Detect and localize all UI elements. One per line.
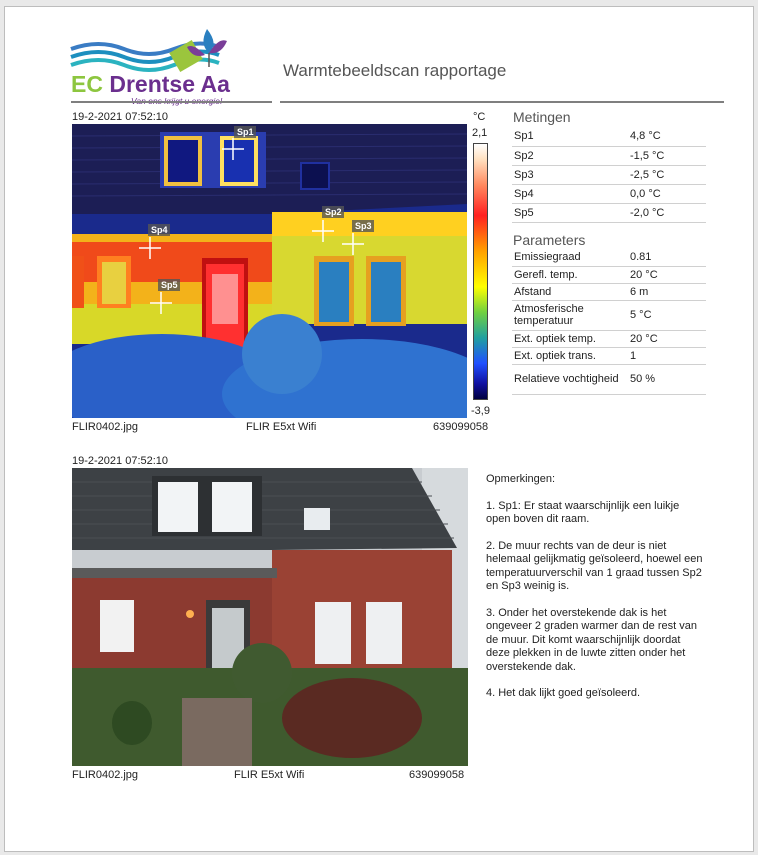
parameter-label: Emissiegraad bbox=[512, 249, 628, 266]
metingen-table bbox=[512, 127, 706, 223]
table-row bbox=[512, 127, 706, 146]
metingen-label: Sp2 bbox=[512, 146, 628, 165]
remarks-title: Opmerkingen: bbox=[486, 473, 556, 485]
photo-timestamp: 19-2-2021 07:52:10 bbox=[72, 455, 169, 467]
spot-label-sp3: Sp3 bbox=[355, 221, 372, 231]
logo-underline bbox=[71, 101, 272, 103]
remark-item: 3. Onder het overstekende dak is het ongeveer 2 graden warmer dan de rest van de muur. Dit komt waarschijnlijk doordat deze plekken in de luwte zitten onder het overstekende dak. bbox=[486, 606, 697, 673]
table-row bbox=[512, 249, 706, 266]
scale-min: -3,9 bbox=[471, 405, 490, 417]
company-logo bbox=[69, 19, 274, 109]
metingen-label: Sp1 bbox=[512, 127, 628, 146]
metingen-value: 4,8 °C bbox=[628, 127, 706, 146]
table-row bbox=[512, 330, 706, 347]
parameter-label: Ext. optiek trans. bbox=[512, 347, 628, 364]
thermal-filename: FLIR0402.jpg bbox=[72, 421, 139, 433]
report-title: Warmtebeeldscan rapportage bbox=[283, 61, 507, 80]
logo-ec: EC bbox=[71, 71, 103, 97]
parameter-label: Afstand bbox=[512, 283, 628, 300]
parameter-value: 5 °C bbox=[628, 300, 706, 330]
table-row bbox=[512, 300, 706, 330]
scale-unit: °C bbox=[473, 111, 486, 123]
metingen-label: Sp4 bbox=[512, 184, 628, 203]
spot-label-sp5: Sp5 bbox=[161, 280, 178, 290]
table-row bbox=[512, 283, 706, 300]
report-page bbox=[4, 6, 754, 852]
parameters-table bbox=[512, 249, 706, 395]
parameter-value: 1 bbox=[628, 347, 706, 364]
table-row bbox=[512, 203, 706, 222]
metingen-label: Sp3 bbox=[512, 165, 628, 184]
thermal-image bbox=[72, 124, 467, 418]
table-row bbox=[512, 266, 706, 283]
metingen-value: -2,5 °C bbox=[628, 165, 706, 184]
parameter-label: Atmosferische temperatuur bbox=[512, 300, 628, 330]
remark-item: 1. Sp1: Er staat waarschijnlijk een luikje open boven dit raam. bbox=[486, 499, 680, 525]
metingen-value: 0,0 °C bbox=[628, 184, 706, 203]
metingen-value: -2,0 °C bbox=[628, 203, 706, 222]
title-underline bbox=[280, 101, 724, 103]
parameter-value: 0.81 bbox=[628, 249, 706, 266]
parameters-heading: Parameters bbox=[513, 232, 586, 248]
table-row bbox=[512, 146, 706, 165]
table-row bbox=[512, 347, 706, 364]
remarks-section bbox=[486, 473, 706, 714]
thermal-serial: 639099058 bbox=[433, 421, 489, 433]
metingen-label: Sp5 bbox=[512, 203, 628, 222]
scale-max: 2,1 bbox=[472, 127, 488, 139]
logo-brand-name: Drentse Aa bbox=[109, 71, 230, 97]
parameter-label: Relatieve vochtigheid bbox=[512, 364, 628, 394]
spot-label-sp4: Sp4 bbox=[151, 225, 168, 235]
parameter-value: 20 °C bbox=[628, 266, 706, 283]
parameter-value: 20 °C bbox=[628, 330, 706, 347]
photo-serial: 639099058 bbox=[409, 769, 465, 781]
remark-item: 4. Het dak lijkt goed geïsoleerd. bbox=[486, 687, 641, 699]
remark-item: 2. De muur rechts van de deur is niet helemaal gelijkmatig geïsoleerd, hoewel een temperatuurverschil van 1 graad tussen Sp2 en Sp3 weinig is. bbox=[486, 539, 703, 592]
house-photo bbox=[72, 468, 468, 766]
spot-label-sp1: Sp1 bbox=[237, 127, 254, 137]
metingen-heading: Metingen bbox=[513, 109, 571, 125]
parameter-value: 6 m bbox=[628, 283, 706, 300]
table-row bbox=[512, 364, 706, 394]
photo-camera: FLIR E5xt Wifi bbox=[234, 769, 305, 781]
table-row bbox=[512, 165, 706, 184]
thermal-timestamp: 19-2-2021 07:52:10 bbox=[72, 111, 169, 123]
photo-filename: FLIR0402.jpg bbox=[72, 769, 139, 781]
metingen-value: -1,5 °C bbox=[628, 146, 706, 165]
parameter-label: Ext. optiek temp. bbox=[512, 330, 628, 347]
temperature-scale-bar bbox=[473, 143, 488, 400]
table-row bbox=[512, 184, 706, 203]
parameter-value: 50 % bbox=[628, 364, 706, 394]
thermal-camera: FLIR E5xt Wifi bbox=[246, 421, 317, 433]
parameter-label: Gerefl. temp. bbox=[512, 266, 628, 283]
spot-label-sp2: Sp2 bbox=[325, 207, 342, 217]
